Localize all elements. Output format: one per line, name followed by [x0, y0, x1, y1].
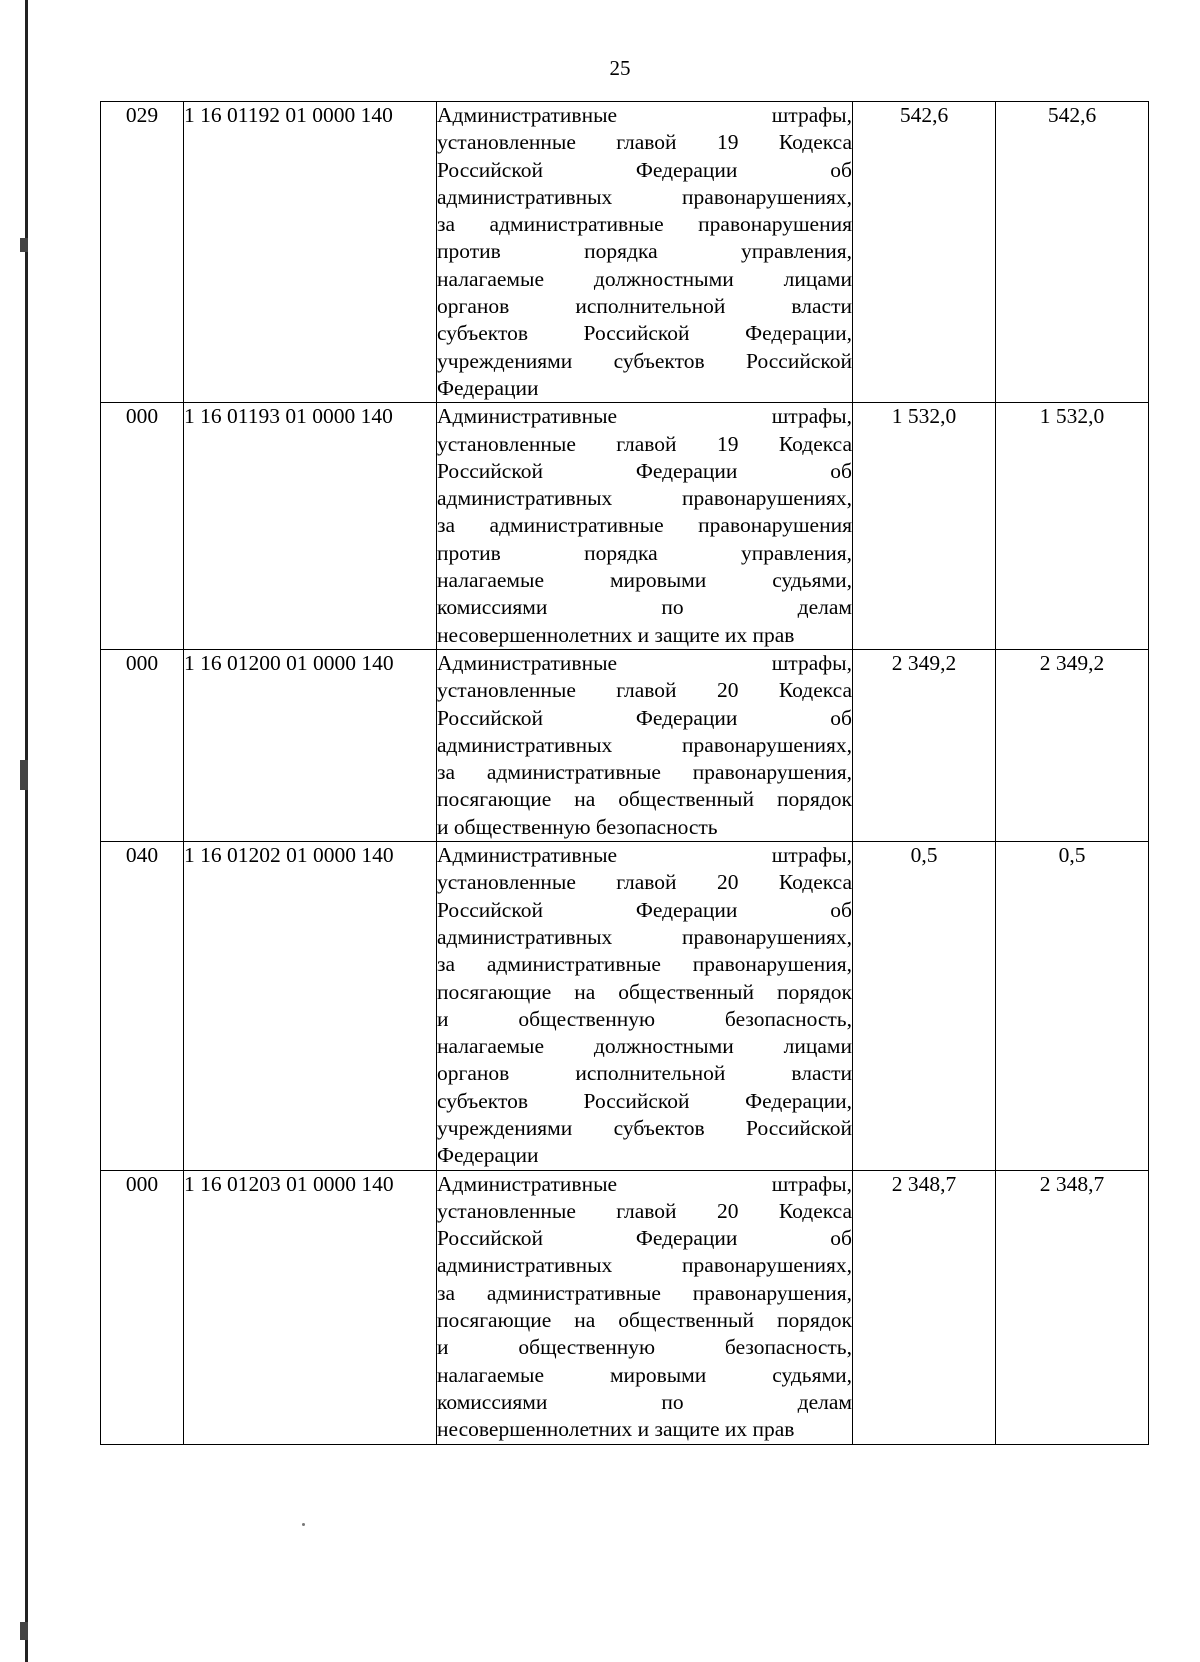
table-body [101, 102, 1149, 1445]
description-cell [437, 1170, 853, 1444]
description-line: за административные правонарушения, [437, 760, 852, 785]
description-line: комиссиями по делам [437, 595, 852, 620]
admin-code-cell: 040 [101, 842, 184, 1171]
kbk-code-cell: 1 16 01193 01 0000 140 [184, 403, 437, 650]
kbk-code-cell: 1 16 01192 01 0000 140 [184, 102, 437, 403]
amount-cell-2: 1 532,0 [996, 403, 1149, 650]
description-line: налагаемые должностными лицами [437, 1034, 852, 1059]
kbk-code-cell: 1 16 01202 01 0000 140 [184, 842, 437, 1171]
description-line: Федерации [437, 1143, 539, 1168]
description-line: установленные главой 19 Кодекса [437, 431, 852, 456]
description-line: Административные штрафы, [437, 650, 852, 675]
amount-cell-2: 2 348,7 [996, 1170, 1149, 1444]
scan-artifact [20, 760, 28, 790]
table-row [101, 403, 1149, 650]
description-line: Административные штрафы, [437, 103, 852, 127]
description-line: Российской Федерации об [437, 157, 852, 182]
description-line: и общественную безопасность, [437, 1335, 852, 1360]
description-line: учреждениями субъектов Российской [437, 348, 852, 373]
amount-cell-2: 542,6 [996, 102, 1149, 403]
description-line: административных правонарушениях, [437, 1253, 852, 1278]
description-line: Российской Федерации об [437, 1226, 852, 1251]
description-line: против порядка управления, [437, 239, 852, 264]
scan-artifact [20, 238, 28, 252]
description-line: и общественную безопасность [437, 814, 718, 839]
description-line: Федерации [437, 375, 539, 400]
description-cell [437, 102, 853, 403]
description-line: посягающие на общественный порядок [437, 1308, 852, 1333]
kbk-code-cell: 1 16 01203 01 0000 140 [184, 1170, 437, 1444]
amount-cell-2: 0,5 [996, 842, 1149, 1171]
description-line: административных правонарушениях, [437, 184, 852, 209]
amount-cell-2: 2 349,2 [996, 649, 1149, 841]
description-line: органов исполнительной власти [437, 1061, 852, 1086]
table-row [101, 649, 1149, 841]
description-line: Российской Федерации об [437, 897, 852, 922]
page-number: 25 [609, 56, 631, 80]
table-row [101, 842, 1149, 1171]
description-line: за административные правонарушения [437, 212, 852, 237]
description-line: учреждениями субъектов Российской [437, 1115, 852, 1140]
description-line: субъектов Российской Федерации, [437, 321, 852, 346]
amount-cell-1: 2 348,7 [853, 1170, 996, 1444]
description-line: органов исполнительной власти [437, 294, 852, 319]
description-line: Российской Федерации об [437, 458, 852, 483]
description-line: посягающие на общественный порядок [437, 979, 852, 1004]
admin-code-cell: 000 [101, 403, 184, 650]
description-line: Административные штрафы, [437, 1171, 852, 1196]
amount-cell-1: 542,6 [853, 102, 996, 403]
description-cell [437, 842, 853, 1171]
description-line: Российской Федерации об [437, 705, 852, 730]
amount-cell-1: 1 532,0 [853, 403, 996, 650]
description-line: и общественную безопасность, [437, 1006, 852, 1031]
description-line: против порядка управления, [437, 540, 852, 565]
description-line: административных правонарушениях, [437, 924, 852, 949]
scan-artifact [302, 1523, 305, 1526]
description-line: несовершеннолетних и защите их прав [437, 1417, 795, 1442]
description-line: Административные штрафы, [437, 404, 852, 429]
description-line: за административные правонарушения [437, 513, 852, 538]
scan-artifact [20, 1622, 28, 1640]
description-line: налагаемые мировыми судьями, [437, 1362, 852, 1387]
kbk-code-cell: 1 16 01200 01 0000 140 [184, 649, 437, 841]
revenue-table [100, 101, 1149, 1445]
description-line: комиссиями по делам [437, 1389, 852, 1414]
description-line: несовершеннолетних и защите их прав [437, 622, 795, 647]
admin-code-cell: 029 [101, 102, 184, 403]
description-line: Административные штрафы, [437, 843, 852, 868]
description-line: административных правонарушениях, [437, 732, 852, 757]
admin-code-cell: 000 [101, 649, 184, 841]
amount-cell-1: 0,5 [853, 842, 996, 1171]
description-line: налагаемые должностными лицами [437, 266, 852, 291]
description-line: административных правонарушениях, [437, 486, 852, 511]
table-row [101, 102, 1149, 403]
admin-code-cell: 000 [101, 1170, 184, 1444]
description-line: посягающие на общественный порядок [437, 787, 852, 812]
amount-cell-1: 2 349,2 [853, 649, 996, 841]
description-line: за административные правонарушения, [437, 1280, 852, 1305]
description-cell [437, 403, 853, 650]
description-line: установленные главой 20 Кодекса [437, 870, 852, 895]
description-line: субъектов Российской Федерации, [437, 1088, 852, 1113]
description-line: установленные главой 19 Кодекса [437, 130, 852, 155]
description-line: за административные правонарушения, [437, 952, 852, 977]
description-line: установленные главой 20 Кодекса [437, 1198, 852, 1223]
description-line: налагаемые мировыми судьями, [437, 568, 852, 593]
table-row [101, 1170, 1149, 1444]
description-cell [437, 649, 853, 841]
description-line: установленные главой 20 Кодекса [437, 678, 852, 703]
